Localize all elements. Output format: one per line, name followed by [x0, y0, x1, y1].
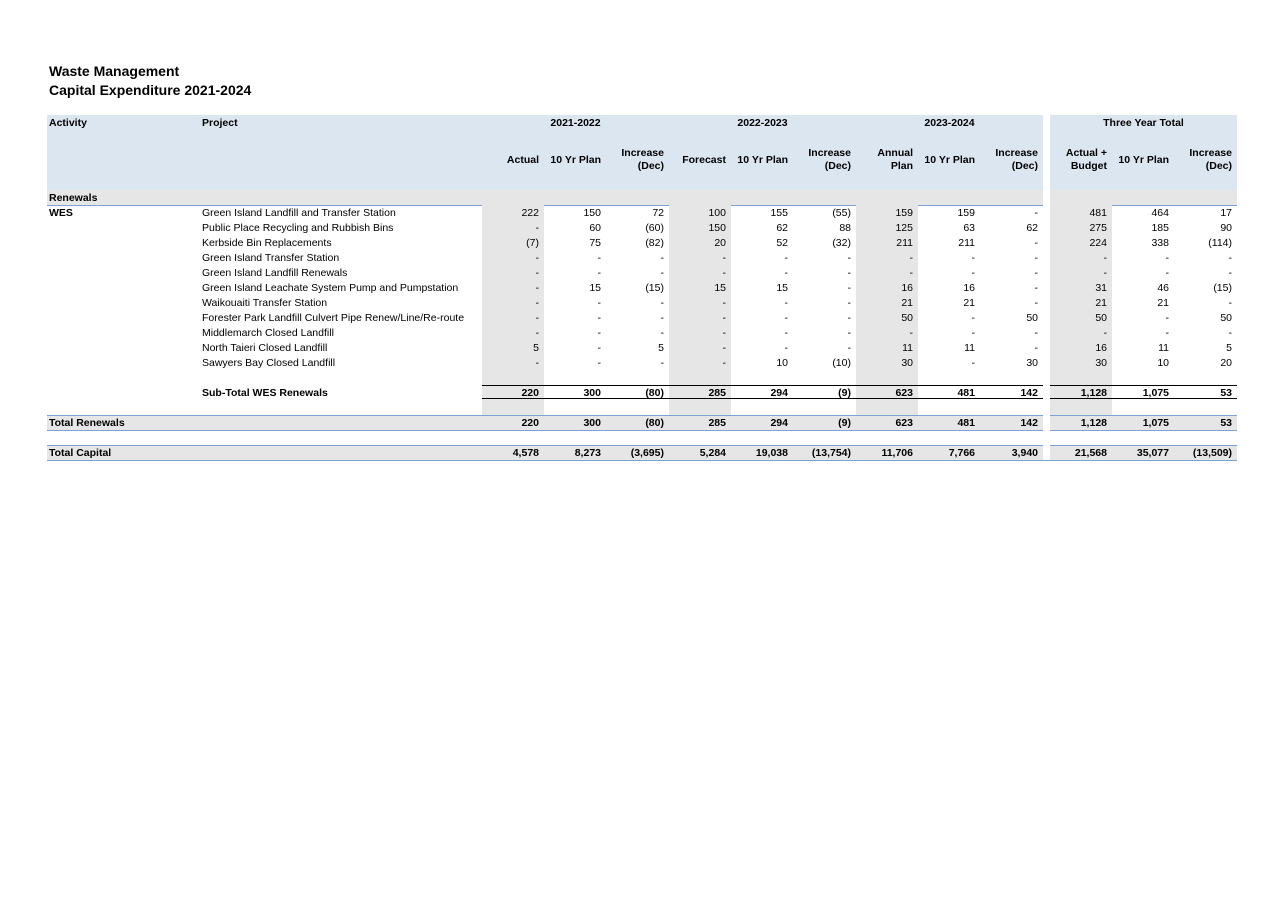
value-cell: 20	[714, 236, 726, 249]
value-cell: 50	[1220, 311, 1232, 324]
value-cell: -	[535, 281, 539, 294]
value-cell: -	[535, 311, 539, 324]
value-cell: 11	[902, 341, 913, 354]
value-cell: 15	[589, 281, 601, 294]
value-cell: -	[660, 356, 664, 369]
value-cell: (15)	[645, 281, 664, 294]
value-cell: -	[535, 251, 539, 264]
column-header-line: Actual	[506, 153, 539, 166]
column-header-line: Plan	[890, 160, 913, 172]
value-cell: 62	[776, 221, 788, 234]
value-cell: 52	[776, 236, 788, 249]
value-cell: -	[847, 311, 851, 324]
value-cell: 63	[963, 221, 975, 234]
value-cell: 5	[533, 341, 539, 354]
value-cell: -	[909, 326, 913, 339]
table-row	[47, 205, 1237, 220]
value-cell: 16	[963, 281, 975, 294]
value-cell: -	[1165, 326, 1169, 339]
value-cell: -	[597, 311, 601, 324]
value-cell: -	[971, 326, 975, 339]
project-name: Green Island Transfer Station	[202, 251, 340, 264]
value-cell: 17	[1220, 206, 1232, 219]
value-cell: -	[722, 326, 726, 339]
value-cell: 75	[589, 236, 601, 249]
value-cell: 60	[589, 221, 601, 234]
value-cell: -	[597, 356, 601, 369]
column-header-line: Increase	[1189, 147, 1232, 159]
value-cell: (60)	[645, 221, 664, 234]
value-cell: -	[722, 341, 726, 354]
group-header-2022-2023: 2022-2023	[737, 116, 788, 129]
value-cell: 90	[1220, 221, 1232, 234]
total-capital-value: (13,754)	[811, 446, 851, 459]
page-subtitle: Capital Expenditure 2021-2024	[49, 82, 252, 98]
value-cell: 88	[839, 221, 851, 234]
total-capital-value: 11,706	[881, 446, 913, 459]
total-renewals-value: 53	[1220, 416, 1232, 429]
value-cell: 46	[1157, 281, 1169, 294]
value-cell: -	[1228, 266, 1232, 279]
total-capital-value: (13,509)	[1192, 446, 1232, 459]
value-cell: 30	[1026, 356, 1038, 369]
value-cell: 50	[901, 311, 913, 324]
value-cell: -	[784, 326, 788, 339]
total-renewals-value: 294	[770, 416, 788, 429]
value-cell: 30	[901, 356, 913, 369]
value-cell: 125	[895, 221, 913, 234]
subtotal-value: 220	[521, 386, 539, 399]
column-header-line: (Dec)	[637, 160, 664, 172]
value-cell: 5	[658, 341, 664, 354]
value-cell: -	[847, 326, 851, 339]
value-cell: 21	[963, 296, 975, 309]
total-capital-value: 5,284	[699, 446, 726, 459]
total-renewals-value: (9)	[838, 416, 851, 429]
value-cell: 15	[714, 281, 726, 294]
total-capital-value: 4,578	[512, 446, 539, 459]
value-cell: -	[1034, 326, 1038, 339]
table-row	[47, 250, 1237, 265]
project-name: Public Place Recycling and Rubbish Bins	[202, 221, 394, 234]
total-renewals-value: 1,128	[1080, 416, 1107, 429]
subtotal-value: 142	[1020, 386, 1038, 399]
value-cell: -	[784, 311, 788, 324]
total-renewals-value: 623	[895, 416, 913, 429]
value-cell: 481	[1089, 206, 1107, 219]
subtotal-value: 285	[708, 386, 726, 399]
value-cell: 185	[1151, 221, 1169, 234]
value-cell: 11	[1158, 341, 1169, 354]
value-cell: -	[535, 296, 539, 309]
value-cell: -	[847, 281, 851, 294]
column-header-line: 10 Yr Plan	[924, 153, 975, 166]
column-header-line: (Dec)	[824, 160, 851, 172]
value-cell: 338	[1151, 236, 1169, 249]
value-cell: (7)	[526, 236, 539, 249]
column-header-line: Annual	[877, 147, 913, 159]
total-renewals-row	[47, 415, 1237, 430]
value-cell: -	[1034, 251, 1038, 264]
value-cell: -	[971, 356, 975, 369]
value-cell: -	[784, 341, 788, 354]
value-cell: -	[1103, 266, 1107, 279]
total-capital-label: Total Capital	[49, 446, 112, 459]
value-cell: 10	[1157, 356, 1169, 369]
column-header-line: (Dec)	[1011, 160, 1038, 172]
group-header-2021-2022: 2021-2022	[550, 116, 601, 129]
value-cell: 211	[896, 236, 913, 249]
total-renewals-value: 220	[521, 416, 539, 429]
value-cell: 50	[1026, 311, 1038, 324]
value-cell: 159	[895, 206, 913, 219]
header-column-row	[47, 130, 1237, 190]
project-name: Middlemarch Closed Landfill	[202, 326, 334, 339]
column-header	[980, 130, 1043, 190]
total-capital-value: (3,695)	[630, 446, 664, 459]
value-cell: (15)	[1213, 281, 1232, 294]
value-cell: 155	[770, 206, 788, 219]
value-cell: 100	[708, 206, 726, 219]
total-renewals-value: (80)	[645, 416, 664, 429]
table-row	[47, 340, 1237, 355]
value-cell: 30	[1095, 356, 1107, 369]
subtotal-label: Sub-Total WES Renewals	[202, 386, 328, 399]
column-header	[856, 130, 918, 190]
value-cell: 211	[958, 236, 975, 249]
subtotal-value: 300	[583, 386, 601, 399]
value-cell: 15	[776, 281, 788, 294]
value-cell: (82)	[645, 236, 664, 249]
value-cell: -	[1165, 311, 1169, 324]
project-name: Green Island Landfill and Transfer Station	[202, 206, 396, 219]
page-title: Waste Management	[49, 63, 180, 79]
value-cell: -	[847, 296, 851, 309]
column-header-line: Increase	[808, 147, 851, 159]
value-cell: -	[660, 326, 664, 339]
value-cell: -	[597, 266, 601, 279]
value-cell: -	[1165, 266, 1169, 279]
value-cell: 62	[1026, 221, 1038, 234]
value-cell: (114)	[1208, 236, 1232, 249]
value-cell: -	[722, 311, 726, 324]
subtotal-value: 53	[1220, 386, 1232, 399]
value-cell: -	[1165, 251, 1169, 264]
value-cell: -	[535, 221, 539, 234]
column-header	[669, 130, 731, 190]
value-cell: -	[784, 266, 788, 279]
value-cell: -	[597, 296, 601, 309]
project-name: Green Island Leachate System Pump and Pumpstation	[202, 281, 459, 294]
activity-header: Activity	[49, 116, 87, 129]
table-row	[47, 220, 1237, 235]
total-renewals-value: 481	[957, 416, 975, 429]
value-cell: -	[847, 266, 851, 279]
total-capital-value: 8,273	[574, 446, 601, 459]
value-cell: 150	[708, 221, 726, 234]
value-cell: 20	[1220, 356, 1232, 369]
value-cell: -	[1103, 251, 1107, 264]
column-header	[918, 130, 980, 190]
table-row	[47, 235, 1237, 250]
section-label: Renewals	[49, 191, 98, 204]
value-cell: 21	[1095, 296, 1107, 309]
value-cell: -	[847, 251, 851, 264]
value-cell: -	[1228, 296, 1232, 309]
value-cell: 21	[901, 296, 913, 309]
value-cell: 21	[1157, 296, 1169, 309]
value-cell: -	[722, 356, 726, 369]
table-row	[47, 265, 1237, 280]
value-cell: -	[535, 266, 539, 279]
table-row	[47, 280, 1237, 295]
column-header	[731, 130, 793, 190]
value-cell: -	[909, 266, 913, 279]
total-capital-row	[47, 445, 1237, 460]
value-cell: -	[1034, 266, 1038, 279]
value-cell: -	[1034, 281, 1038, 294]
total-renewals-value: 300	[583, 416, 601, 429]
value-cell: -	[909, 251, 913, 264]
value-cell: -	[660, 251, 664, 264]
value-cell: -	[1034, 341, 1038, 354]
project-name: North Taieri Closed Landfill	[202, 341, 328, 354]
value-cell: -	[1228, 251, 1232, 264]
column-header-line: Budget	[1070, 160, 1107, 172]
value-cell: -	[660, 266, 664, 279]
value-cell: -	[597, 326, 601, 339]
subtotal-value: 481	[957, 386, 975, 399]
value-cell: -	[535, 326, 539, 339]
subtotal-value: (80)	[645, 386, 664, 399]
table-row	[47, 325, 1237, 340]
subtotal-value: 294	[770, 386, 788, 399]
value-cell: 16	[901, 281, 913, 294]
value-cell: -	[847, 341, 851, 354]
value-cell: -	[784, 296, 788, 309]
value-cell: (10)	[832, 356, 851, 369]
column-header	[1174, 130, 1237, 190]
value-cell: 224	[1089, 236, 1107, 249]
value-cell: -	[1034, 206, 1038, 219]
total-renewals-value: 142	[1020, 416, 1038, 429]
section-row	[47, 190, 1237, 205]
group-gap	[1043, 115, 1050, 460]
value-cell: -	[535, 356, 539, 369]
group-header-three-year-total: Three Year Total	[1103, 116, 1184, 129]
column-header-line: (Dec)	[1205, 160, 1232, 172]
project-name: Sawyers Bay Closed Landfill	[202, 356, 336, 369]
column-header	[1112, 130, 1174, 190]
value-cell: -	[660, 311, 664, 324]
column-header	[482, 130, 544, 190]
value-cell: 159	[957, 206, 975, 219]
value-cell: -	[1034, 236, 1038, 249]
total-renewals-value: 1,075	[1142, 416, 1169, 429]
column-header-line: 10 Yr Plan	[550, 153, 601, 166]
table-row	[47, 295, 1237, 310]
value-cell: -	[1228, 326, 1232, 339]
total-capital-value: 7,766	[948, 446, 975, 459]
value-cell: 10	[776, 356, 788, 369]
value-cell: -	[1103, 326, 1107, 339]
subtotal-value: 1,128	[1080, 386, 1107, 399]
project-name: Waikouaiti Transfer Station	[202, 296, 328, 309]
value-cell: -	[971, 251, 975, 264]
column-header-line: 10 Yr Plan	[737, 153, 788, 166]
value-cell: -	[971, 266, 975, 279]
value-cell: 150	[583, 206, 601, 219]
total-renewals-label: Total Renewals	[49, 416, 125, 429]
subtotal-value: 623	[895, 386, 913, 399]
total-capital-value: 19,038	[755, 446, 788, 459]
value-cell: -	[597, 251, 601, 264]
value-cell: 275	[1089, 221, 1107, 234]
total-capital-value: 3,940	[1011, 446, 1038, 459]
project-name: Kerbside Bin Replacements	[202, 236, 332, 249]
value-cell: 222	[521, 206, 539, 219]
activity-label: WES	[49, 206, 73, 219]
value-cell: -	[971, 311, 975, 324]
total-capital-value: 21,568	[1074, 446, 1107, 459]
value-cell: -	[722, 251, 726, 264]
value-cell: -	[1034, 296, 1038, 309]
value-cell: 11	[964, 341, 975, 354]
subtotal-value: 1,075	[1142, 386, 1169, 399]
value-cell: (32)	[832, 236, 851, 249]
project-header: Project	[202, 116, 238, 129]
value-cell: 464	[1151, 206, 1169, 219]
column-header-line: 10 Yr Plan	[1118, 153, 1169, 166]
column-header-line: Forecast	[682, 153, 726, 166]
value-cell: -	[660, 296, 664, 309]
total-renewals-value: 285	[708, 416, 726, 429]
value-cell: (55)	[832, 206, 851, 219]
value-cell: 31	[1095, 281, 1107, 294]
group-header-2023-2024: 2023-2024	[924, 116, 975, 129]
value-cell: -	[784, 251, 788, 264]
value-cell: 5	[1226, 341, 1232, 354]
subtotal-row	[47, 385, 1237, 400]
header-group-row	[47, 115, 1237, 130]
table-row	[47, 355, 1237, 370]
column-header	[606, 130, 669, 190]
subtotal-value: (9)	[838, 386, 851, 399]
project-name: Green Island Landfill Renewals	[202, 266, 348, 279]
column-header-line: Increase	[621, 147, 664, 159]
table-row	[47, 310, 1237, 325]
column-header-line: Increase	[995, 147, 1038, 159]
project-name: Forester Park Landfill Culvert Pipe Renew/Line/Re-route	[202, 311, 465, 324]
column-header	[793, 130, 856, 190]
value-cell: -	[722, 296, 726, 309]
value-cell: 50	[1095, 311, 1107, 324]
value-cell: 72	[652, 206, 664, 219]
value-cell: -	[597, 341, 601, 354]
value-cell: -	[722, 266, 726, 279]
column-header	[1050, 130, 1112, 190]
column-header	[544, 130, 606, 190]
total-capital-value: 35,077	[1136, 446, 1169, 459]
column-header-line: Actual +	[1065, 147, 1107, 159]
value-cell: 16	[1095, 341, 1107, 354]
